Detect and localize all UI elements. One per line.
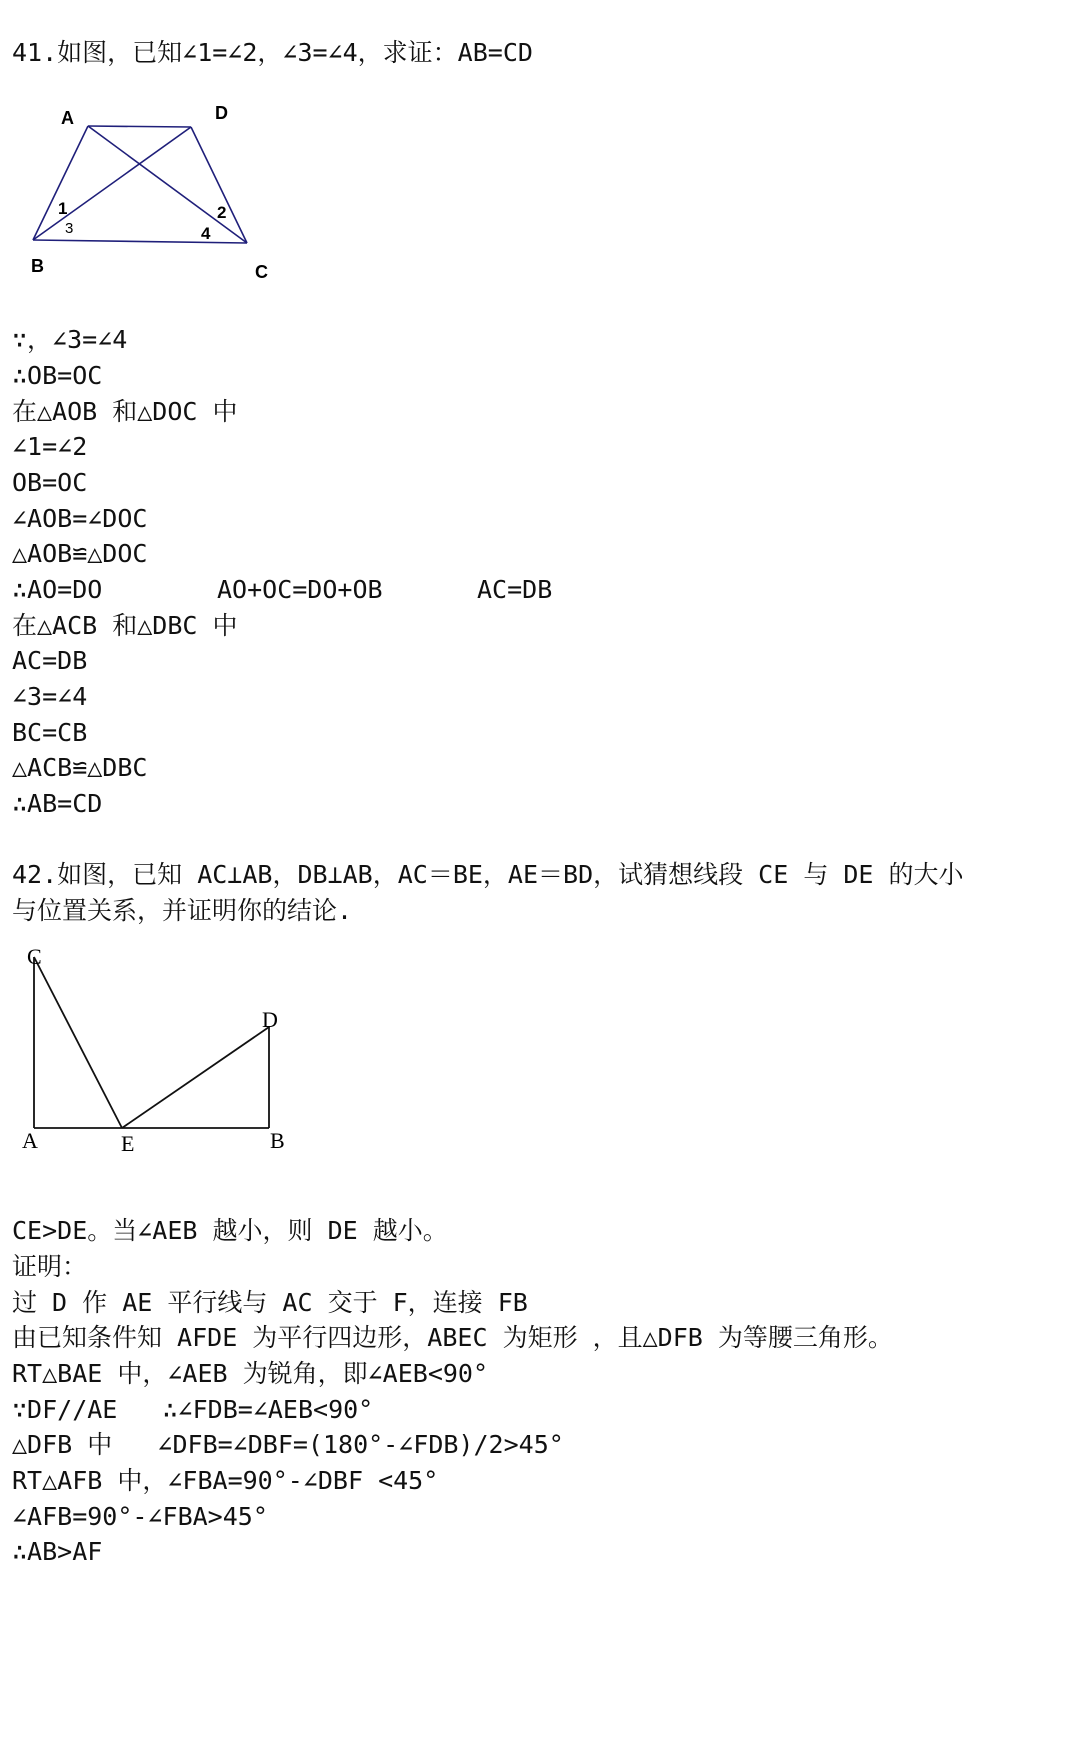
q41-proof-segment: AO+OC=DO+OB: [217, 575, 383, 604]
q41-proof-segment: AC=DB: [477, 575, 553, 604]
q41-edge-dc: [191, 127, 247, 243]
q42-figure: [0, 935, 320, 1165]
q41-proof-line: 在△ACB 和△DBC 中: [12, 611, 238, 640]
q42-answer-line: ∴AB>AF: [12, 1537, 103, 1566]
q42-label-c: C: [27, 944, 42, 969]
q41-edge-bc: [33, 240, 247, 243]
q41-proof-line: ∴OB=OC: [12, 361, 103, 390]
q41-proof-line: ∠1=∠2: [12, 432, 88, 461]
q42-edge-ed: [122, 1027, 269, 1128]
q41-proof-line: △AOB≌△DOC: [12, 539, 148, 568]
q42-answer-line: RT△AFB 中，∠FBA=90°-∠DBF <45°: [12, 1466, 439, 1495]
q42-answer-line: 过 D 作 AE 平行线与 AC 交于 F，连接 FB: [12, 1288, 528, 1317]
q41-proof-line: OB=OC: [12, 468, 88, 497]
q42-label-d: D: [262, 1007, 278, 1032]
q41-proof-line: 在△AOB 和△DOC 中: [12, 397, 238, 426]
q41-proof-line: ∵，∠3=∠4: [12, 325, 128, 354]
q41-title: 41.如图，已知∠1=∠2，∠3=∠4，求证：AB=CD: [12, 38, 533, 67]
q41-proof-segment: ∴AO=DO: [12, 575, 103, 604]
q41-edge-ad: [88, 126, 191, 127]
q41-proof-line: ∠AOB=∠DOC: [12, 504, 148, 533]
q41-label-b: B: [31, 256, 44, 276]
q41-proof-line: ∴AB=CD: [12, 789, 103, 818]
q41-proof-line: AC=DB: [12, 646, 88, 675]
q41-label-a: A: [61, 108, 74, 128]
q42-answer-line: CE>DE。当∠AEB 越小，则 DE 越小。: [12, 1216, 448, 1245]
q41-figure: [0, 95, 300, 295]
q41-label-c: C: [255, 262, 268, 282]
q42-label-a: A: [22, 1128, 38, 1153]
q42-answer-line: ∵DF//AE ∴∠FDB=∠AEB<90°: [12, 1395, 374, 1424]
q41-label-4: 4: [201, 224, 211, 243]
q42-title-line1: 42.如图，已知 AC⊥AB，DB⊥AB，AC＝BE，AE＝BD，试猜想线段 CE 与 DE 的大小: [12, 860, 964, 889]
q41-proof-line: ∠3=∠4: [12, 682, 88, 711]
q41-label-3: 3: [65, 220, 74, 237]
q42-answer-line: ∠AFB=90°-∠FBA>45°: [12, 1502, 268, 1531]
q42-edge-ce: [34, 957, 122, 1128]
q42-answer-line: 证明：: [12, 1252, 88, 1281]
q42-answer-line: RT△BAE 中，∠AEB 为锐角，即∠AEB<90°: [12, 1359, 489, 1388]
q41-proof-line: △ACB≌△DBC: [12, 753, 148, 782]
q42-label-b: B: [270, 1128, 285, 1153]
q41-label-d: D: [215, 103, 228, 123]
q41-proof-line: BC=CB: [12, 718, 88, 747]
q41-edge-ab: [33, 126, 88, 240]
q42-label-e: E: [121, 1131, 135, 1156]
q42-title-line2: 与位置关系，并证明你的结论.: [12, 896, 353, 925]
q41-label-1: 1: [58, 199, 68, 218]
q41-label-2: 2: [217, 203, 227, 222]
q42-answer-line: △DFB 中 ∠DFB=∠DBF=(180°-∠FDB)/2>45°: [12, 1430, 564, 1459]
q42-answer-line: 由已知条件知 AFDE 为平行四边形，ABEC 为矩形 ，且△DFB 为等腰三角形。: [12, 1323, 893, 1352]
